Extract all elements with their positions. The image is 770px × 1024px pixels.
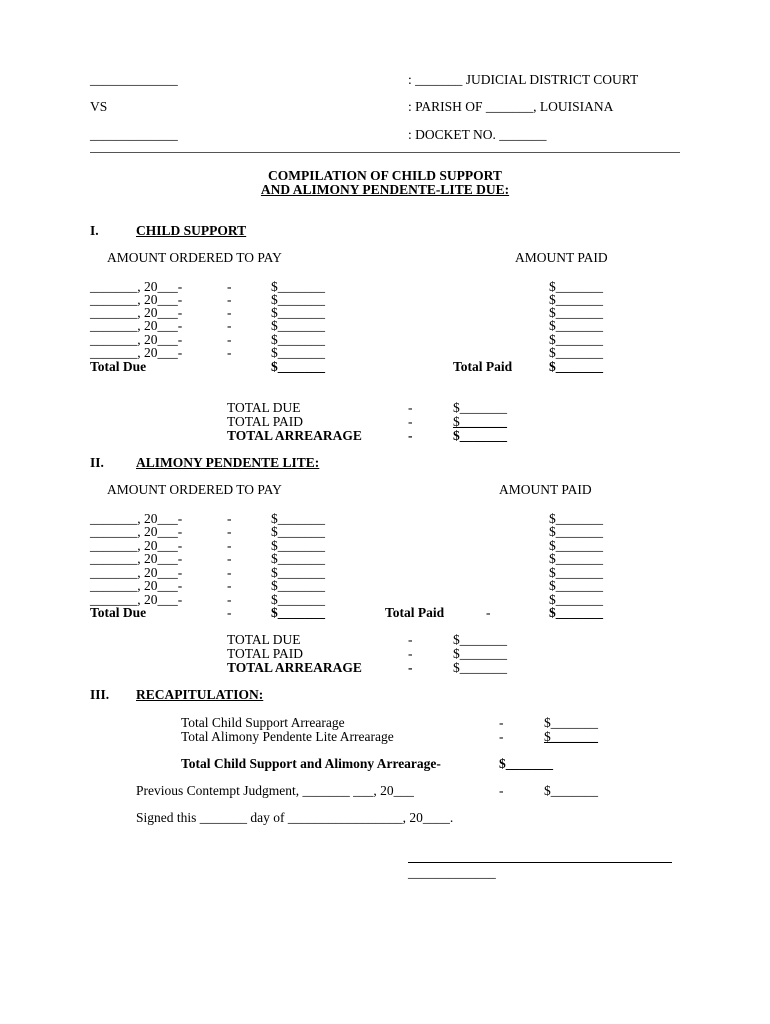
section-2-summary-dash: - — [408, 632, 413, 647]
row-date[interactable]: _______, 20___- — [90, 524, 183, 539]
row-paid[interactable]: $_______ — [549, 551, 603, 566]
section-1-total-paid-value[interactable]: $_______ — [549, 359, 603, 374]
row-dash: - — [227, 578, 232, 593]
recap-child-support-value[interactable]: $_______ — [544, 715, 598, 730]
row-date[interactable]: _______, 20___- — [90, 305, 183, 320]
signed-line[interactable]: Signed this _______ day of _________________, 20____. — [136, 810, 454, 825]
section-1-summary-total-paid-label: TOTAL PAID — [227, 414, 304, 429]
row-ordered[interactable]: $_______ — [271, 305, 325, 320]
section-2-summary-total-due-label: TOTAL DUE — [227, 632, 301, 647]
row-paid[interactable]: $_______ — [549, 279, 603, 294]
signature-name-blank[interactable]: _____________ — [408, 865, 496, 880]
section-1-col-paid: AMOUNT PAID — [515, 250, 608, 265]
section-1-summary-arrearage-value[interactable]: $_______ — [453, 428, 507, 443]
contempt-value[interactable]: $_______ — [544, 783, 598, 798]
recap-combined-value[interactable]: $_______ — [499, 756, 553, 771]
row-ordered[interactable]: $_______ — [271, 592, 325, 607]
row-date[interactable]: _______, 20___- — [90, 565, 183, 580]
row-ordered[interactable]: $_______ — [271, 565, 325, 580]
caption-divider — [90, 152, 680, 153]
recap-alimony-value[interactable]: $_______ — [544, 729, 598, 744]
section-1-total-due-label: Total Due — [90, 359, 147, 374]
section-2-number: II. — [90, 455, 104, 470]
section-2-summary-arrearage-value[interactable]: $_______ — [453, 660, 507, 675]
row-ordered[interactable]: $_______ — [271, 524, 325, 539]
row-dash: - — [227, 538, 232, 553]
section-1-total-paid-label: Total Paid — [453, 359, 513, 374]
row-date[interactable]: _______, 20___- — [90, 511, 183, 526]
section-1-summary-total-due-label: TOTAL DUE — [227, 400, 301, 415]
row-dash: - — [227, 592, 232, 607]
row-date[interactable]: _______, 20___- — [90, 345, 183, 360]
row-paid[interactable]: $_______ — [549, 578, 603, 593]
section-1-col-ordered: AMOUNT ORDERED TO PAY — [107, 250, 282, 265]
section-2-summary-dash: - — [408, 660, 413, 675]
row-dash: - — [227, 551, 232, 566]
row-paid[interactable]: $_______ — [549, 538, 603, 553]
row-dash: - — [227, 292, 232, 307]
row-date[interactable]: _______, 20___- — [90, 551, 183, 566]
row-paid[interactable]: $_______ — [549, 511, 603, 526]
court-line: : _______ JUDICIAL DISTRICT COURT — [408, 72, 639, 87]
row-ordered[interactable]: $_______ — [271, 578, 325, 593]
row-date[interactable]: _______, 20___- — [90, 332, 183, 347]
section-2-total-paid-value[interactable]: $_______ — [549, 605, 603, 620]
row-ordered[interactable]: $_______ — [271, 538, 325, 553]
row-dash: - — [227, 318, 232, 333]
row-date[interactable]: _______, 20___- — [90, 318, 183, 333]
recap-child-support-label: Total Child Support Arrearage — [181, 715, 345, 730]
row-paid[interactable]: $_______ — [549, 318, 603, 333]
section-2-summary-total-paid-label: TOTAL PAID — [227, 646, 304, 661]
row-dash: - — [227, 524, 232, 539]
row-ordered[interactable]: $_______ — [271, 318, 325, 333]
section-2-total-due-value[interactable]: $_______ — [271, 605, 325, 620]
row-ordered[interactable]: $_______ — [271, 511, 325, 526]
section-2-summary-total-paid-value[interactable]: $_______ — [453, 646, 507, 661]
section-1-summary-total-paid-value[interactable]: $_______ — [453, 414, 507, 429]
section-2-total-paid-label: Total Paid — [385, 605, 445, 620]
recap-alimony-dash: - — [499, 729, 504, 744]
section-1-heading: CHILD SUPPORT — [136, 223, 247, 238]
row-paid[interactable]: $_______ — [549, 292, 603, 307]
row-dash: - — [227, 279, 232, 294]
recap-child-support-dash: - — [499, 715, 504, 730]
section-2-summary-arrearage-label: TOTAL ARREARAGE — [227, 660, 362, 675]
row-dash: - — [227, 511, 232, 526]
row-ordered[interactable]: $_______ — [271, 345, 325, 360]
row-paid[interactable]: $_______ — [549, 345, 603, 360]
section-2-total-due-dash: - — [227, 605, 232, 620]
section-2-total-paid-dash: - — [486, 605, 491, 620]
row-dash: - — [227, 565, 232, 580]
section-1-summary-total-due-value[interactable]: $_______ — [453, 400, 507, 415]
row-ordered[interactable]: $_______ — [271, 279, 325, 294]
section-2-summary-total-due-value[interactable]: $_______ — [453, 632, 507, 647]
row-date[interactable]: _______, 20___- — [90, 279, 183, 294]
row-ordered[interactable]: $_______ — [271, 551, 325, 566]
row-paid[interactable]: $_______ — [549, 332, 603, 347]
section-1-summary-dash: - — [408, 428, 413, 443]
section-3-heading: RECAPITULATION: — [136, 687, 264, 702]
defendant-blank[interactable]: _____________ — [90, 127, 178, 142]
row-ordered[interactable]: $_______ — [271, 332, 325, 347]
docket-line: : DOCKET NO. _______ — [408, 127, 547, 142]
section-1-total-due-value[interactable]: $_______ — [271, 359, 325, 374]
section-2-summary-dash: - — [408, 646, 413, 661]
recap-combined-label: Total Child Support and Alimony Arrearage- — [181, 756, 441, 771]
contempt-judgment-line[interactable]: Previous Contempt Judgment, _______ ___, 20___ — [136, 783, 414, 798]
parish-line: : PARISH OF _______, LOUISIANA — [408, 99, 614, 114]
row-dash: - — [227, 332, 232, 347]
section-3-number: III. — [90, 687, 110, 702]
vs-label: VS — [90, 99, 108, 114]
section-2-heading: ALIMONY PENDENTE LITE: — [136, 455, 320, 470]
row-paid[interactable]: $_______ — [549, 305, 603, 320]
section-1-summary-arrearage-label: TOTAL ARREARAGE — [227, 428, 362, 443]
row-ordered[interactable]: $_______ — [271, 292, 325, 307]
row-date[interactable]: _______, 20___- — [90, 538, 183, 553]
title-line-1: COMPILATION OF CHILD SUPPORT — [268, 168, 502, 183]
row-paid[interactable]: $_______ — [549, 565, 603, 580]
plaintiff-blank[interactable]: _____________ — [90, 72, 178, 87]
row-paid[interactable]: $_______ — [549, 592, 603, 607]
row-dash: - — [227, 305, 232, 320]
row-date[interactable]: _______, 20___- — [90, 578, 183, 593]
row-date[interactable]: _______, 20___- — [90, 292, 183, 307]
row-paid[interactable]: $_______ — [549, 524, 603, 539]
section-1-number: I. — [90, 223, 99, 238]
signature-line[interactable] — [408, 862, 672, 863]
section-1-summary-dash: - — [408, 414, 413, 429]
contempt-dash: - — [499, 783, 504, 798]
row-dash: - — [227, 345, 232, 360]
section-2-col-ordered: AMOUNT ORDERED TO PAY — [107, 482, 282, 497]
section-2-col-paid: AMOUNT PAID — [499, 482, 592, 497]
section-2-total-due-label: Total Due — [90, 605, 147, 620]
row-date[interactable]: _______, 20___- — [90, 592, 183, 607]
recap-alimony-label: Total Alimony Pendente Lite Arrearage — [181, 729, 394, 744]
title-line-2: AND ALIMONY PENDENTE-LITE DUE: — [260, 182, 510, 197]
section-1-summary-dash: - — [408, 400, 413, 415]
